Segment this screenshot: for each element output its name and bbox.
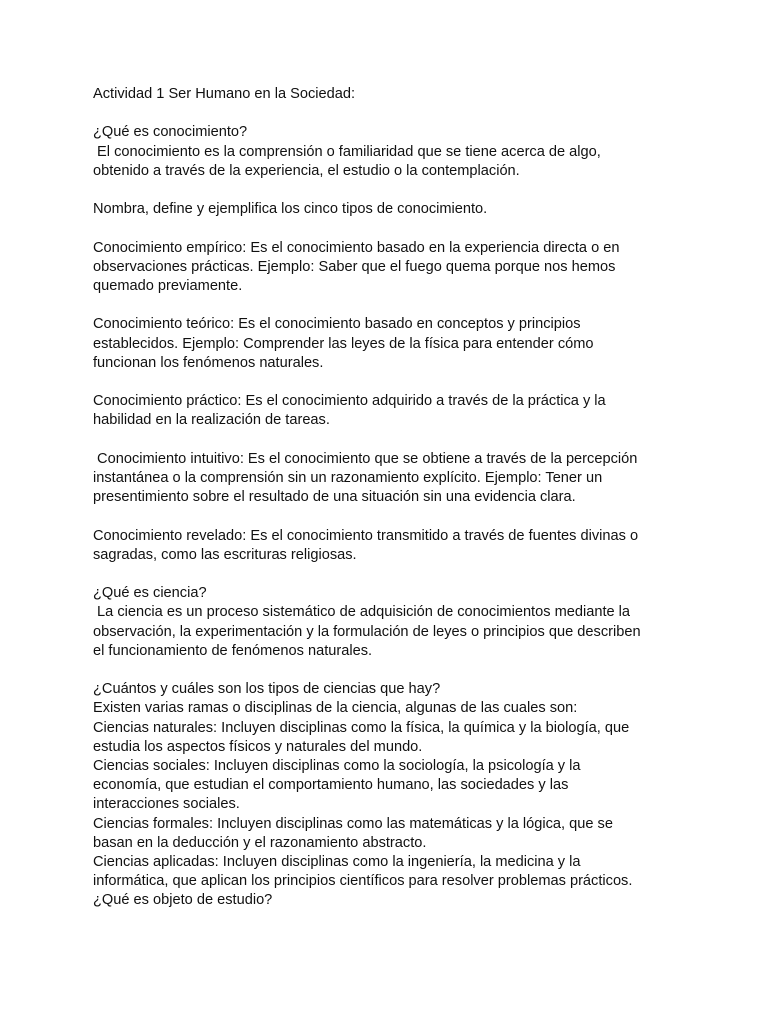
empirico-line: Conocimiento empírico: Es el conocimiento basado en la experiencia directa o en (93, 239, 620, 256)
practico-line: habilidad en la realización de tareas. (93, 412, 330, 429)
empirico-line: observaciones prácticas. Ejemplo: Saber que el fuego quema porque nos hemos (93, 258, 616, 275)
answer-tipos-ciencia-line: Ciencias aplicadas: Incluyen disciplinas como la ingeniería, la medicina y la (93, 853, 581, 870)
answer-tipos-ciencia-line: basan en la deducción y el razonamiento abstracto. (93, 834, 427, 851)
answer-ciencia-line: La ciencia es un proceso sistemático de adquisición de conocimientos mediante la (93, 604, 631, 621)
paragraph-gap (93, 104, 683, 123)
question-tipos-conocimiento: Nombra, define y ejemplifica los cinco tipos de conocimiento. (93, 201, 488, 218)
document-body (93, 85, 683, 911)
teorico-line: funcionan los fenómenos naturales. (93, 354, 324, 371)
answer-conocimiento-line: El conocimiento es la comprensión o familiaridad que se tiene acerca de algo, (93, 143, 601, 160)
practico-line: Conocimiento práctico: Es el conocimiento adquirido a través de la práctica y la (93, 393, 606, 410)
answer-tipos-ciencia-line: Existen varias ramas o disciplinas de la ciencia, algunas de las cuales son: (93, 700, 578, 717)
document-title: Actividad 1 Ser Humano en la Sociedad: (93, 86, 356, 102)
revelado-line: Conocimiento revelado: Es el conocimiento transmitido a través de fuentes divinas o (93, 527, 639, 544)
intuitivo-line: presentimiento sobre el resultado de una situación sin una evidencia clara. (93, 489, 576, 506)
answer-tipos-ciencia-line: economía, que estudian el comportamiento humano, las sociedades y las (93, 777, 569, 794)
answer-tipos-ciencia-line: Ciencias sociales: Incluyen disciplinas como la sociología, la psicología y la (93, 757, 581, 774)
paragraph-gap (93, 565, 683, 584)
paragraph-gap (93, 373, 683, 392)
answer-tipos-ciencia-line: interacciones sociales. (93, 796, 240, 813)
intuitivo-line: Conocimiento intuitivo: Es el conocimiento que se obtiene a través de la percepción (93, 450, 638, 467)
question-ciencia: ¿Qué es ciencia? (93, 585, 207, 602)
revelado-line: sagradas, como las escrituras religiosas. (93, 546, 357, 563)
question-objeto-estudio: ¿Qué es objeto de estudio? (93, 892, 273, 909)
empirico-line: quemado previamente. (93, 277, 243, 294)
paragraph-gap (93, 296, 683, 315)
answer-ciencia-line: observación, la experimentación y la formulación de leyes o principios que describen (93, 623, 641, 640)
teorico-line: Conocimiento teórico: Es el conocimiento basado en conceptos y principios (93, 316, 581, 333)
question-tipos-ciencia: ¿Cuántos y cuáles son los tipos de ciencias que hay? (93, 681, 441, 698)
answer-tipos-ciencia-line: estudia los aspectos físicos y naturales del mundo. (93, 738, 423, 755)
answer-tipos-ciencia-line: Ciencias formales: Incluyen disciplinas como las matemáticas y la lógica, que se (93, 815, 613, 832)
answer-tipos-ciencia-line: Ciencias naturales: Incluyen disciplinas como la física, la química y la biología, que (93, 719, 630, 736)
paragraph-gap (93, 661, 683, 680)
answer-tipos-ciencia-line: informática, que aplican los principios científicos para resolver problemas prácticos. (93, 873, 633, 890)
paragraph-gap (93, 431, 683, 450)
paragraph-gap (93, 181, 683, 200)
question-conocimiento: ¿Qué es conocimiento? (93, 124, 248, 141)
paragraph-gap (93, 219, 683, 238)
teorico-line: establecidos. Ejemplo: Comprender las leyes de la física para entender cómo (93, 335, 594, 352)
paragraph-gap (93, 507, 683, 526)
answer-ciencia-line: el funcionamiento de fenómenos naturales. (93, 642, 373, 659)
answer-conocimiento-line: obtenido a través de la experiencia, el estudio o la contemplación. (93, 162, 520, 179)
intuitivo-line: instantánea o la comprensión sin un razonamiento explícito. Ejemplo: Tener un (93, 469, 603, 486)
